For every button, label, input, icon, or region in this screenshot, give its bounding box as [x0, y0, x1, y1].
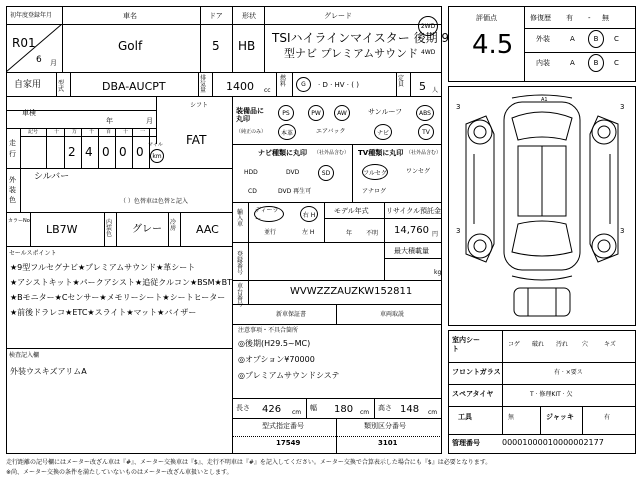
jack-label: ジャッキ: [546, 413, 574, 421]
equip-airbag: エアバック: [316, 128, 346, 135]
drive-4wd: 4WD: [421, 49, 436, 56]
fuel-g-circle: G: [296, 77, 311, 92]
class-no: 3101: [378, 439, 398, 447]
score-value: 4.5: [472, 30, 514, 60]
tv-oneseg: ワンセグ: [406, 168, 431, 175]
ext-grade-a: A: [570, 35, 575, 43]
exterior-note: （ ）色替車は色替と記入: [120, 198, 188, 205]
model-year-unknown: 不明: [366, 230, 379, 237]
type-no: 17549: [276, 439, 301, 447]
height-label: 高さ: [378, 404, 392, 412]
mileage-header-sen: 千: [89, 129, 95, 135]
equip-label: 装備品に丸印: [236, 107, 264, 124]
reg-date-label: 初年度登録年月: [10, 12, 53, 19]
ac-type: AAC: [196, 223, 219, 236]
displacement-label: 排気量: [200, 75, 207, 94]
ext-grade-c: C: [614, 35, 619, 43]
vin: WVWZZZAUZKW152811: [290, 286, 413, 297]
guarantee-left: 新車保証書: [276, 311, 307, 318]
sales-line-4: ★前後ドラレコ★ETC★スライト★マット★バイザー: [10, 308, 197, 317]
mileage-header-juu: 十: [123, 129, 129, 135]
car-diagram: [456, 94, 628, 320]
max-load-unit: kg: [434, 269, 442, 276]
seat-opt-hole: 穴: [582, 341, 589, 348]
navi-sd-circle: SD: [318, 165, 334, 181]
tv-type-sub: （社外品含む）: [406, 150, 442, 156]
exterior-label: 外装色: [9, 176, 16, 204]
door-label: ドア: [209, 12, 223, 20]
mileage-header-symbol: 記号: [28, 129, 39, 135]
ext-grade-b-circle: B: [588, 30, 604, 48]
width-label: 幅: [310, 404, 317, 412]
reg-divider: [6, 24, 62, 72]
length-unit: cm: [292, 409, 302, 416]
mileage-digit-2: 4: [85, 145, 93, 159]
tv-fullseg-circle: フルセグ: [362, 164, 388, 180]
diagram-mark-3: 3: [456, 227, 461, 235]
score-label: 評価点: [476, 14, 497, 22]
shape-label: 形状: [242, 12, 256, 20]
length-label: 長さ: [236, 404, 250, 412]
equip-tv-circle: TV: [418, 124, 434, 140]
sales-line-3: ★Bモニター★Cセンサー★メモリーシート★シートヒーター: [10, 293, 226, 302]
degree-opt-no: 無: [602, 14, 609, 22]
width-unit: cm: [360, 409, 370, 416]
grade-line-1: TSIハイラインマイスター 後期 9: [272, 31, 450, 45]
import-rh-circle: 右 H: [300, 206, 318, 222]
mileage-label: 走行: [9, 139, 16, 158]
ac-label: 冷房: [170, 219, 177, 232]
capacity-label: 定員: [398, 75, 405, 88]
interior-color-label: 内装色: [106, 219, 113, 238]
notes-label: 注意事項・不具合箇所: [238, 327, 299, 334]
model-label: 型式: [58, 80, 65, 93]
diagram-mark-2: 3: [620, 103, 625, 111]
int-grade-label: 内装: [536, 59, 550, 67]
height-unit: cm: [428, 409, 438, 416]
int-grade-b-circle: B: [588, 54, 604, 72]
navi-hdd: HDD: [244, 169, 258, 176]
mileage-digit-3: 0: [102, 145, 110, 159]
grade-line-2: 型ナビ プレミアムサウンド: [284, 47, 419, 60]
tool-value: 無: [508, 414, 515, 421]
mileage-digit-1: 2: [68, 145, 76, 159]
import-label: 輸入車: [237, 209, 244, 228]
inspector-label: 検査記入欄: [9, 352, 40, 359]
equip-sub: （純正のみ）: [236, 129, 267, 135]
width: 180: [334, 404, 354, 415]
seat-opt-scratch: キズ: [604, 341, 616, 348]
equip-abs-circle: ABS: [416, 105, 434, 121]
sales-line-1: ★9型フルセグナビ★プレミアムサウンド★革シート: [10, 263, 196, 272]
car-name-label: 車名: [123, 12, 137, 20]
equip-sunroof: サンルーフ: [368, 108, 403, 116]
length: 426: [262, 404, 282, 415]
tv-type-label: TV種類に丸印: [358, 149, 404, 157]
diagram-a1: A1: [541, 97, 548, 103]
navi-dvd: DVD: [286, 169, 300, 176]
reg-month-unit: 月: [50, 59, 57, 67]
mileage-header-hyaku: 百: [106, 129, 112, 135]
equip-aw-circle: AW: [334, 105, 350, 121]
inspector-text: 外装ウスキズアリムA: [10, 367, 87, 376]
exterior-color: シルバー: [34, 172, 70, 182]
mgmt-label: 管理番号: [452, 439, 480, 447]
sales-label: セールスポイント: [9, 250, 57, 257]
mileage-digit-5: 0: [136, 145, 144, 159]
seat-opt-tear: 破れ: [532, 341, 545, 348]
equip-navi-circle: ナビ: [374, 124, 392, 140]
import-parallel: 並行: [264, 229, 277, 236]
capacity-unit: 人: [432, 87, 439, 94]
recycle-amount: 14,760: [394, 225, 429, 236]
int-grade-a: A: [570, 59, 575, 67]
drive-2wd-circle: 2WD: [418, 16, 438, 36]
equip-leather-circle: 本革: [278, 124, 296, 140]
reg-no-label: 登録番号: [237, 251, 244, 276]
mileage-header-ichi: 一: [140, 129, 146, 135]
equip-ps-circle: PS: [278, 105, 294, 121]
windshield-label: フロントガラス: [452, 368, 501, 376]
height: 148: [400, 404, 420, 415]
notes-line-3: ◎プレミアムサウンドシステ: [238, 371, 340, 380]
shift-label: シフト: [190, 102, 209, 109]
model-code: DBA-AUCPT: [102, 80, 166, 93]
mileage-km-circle: km: [150, 149, 164, 163]
mileage-mile: マイル: [148, 142, 163, 148]
reg-year: R01: [12, 36, 36, 50]
door-count: 5: [212, 39, 220, 53]
interior-color: グレー: [132, 224, 162, 235]
fuel-other: · D · HV · ( ): [318, 81, 359, 89]
notes-line-2: ◎オプション¥70000: [238, 355, 315, 364]
reg-month: 6: [36, 55, 42, 65]
displacement: 1400: [226, 80, 254, 93]
seat-opt-dirt: 汚れ: [556, 341, 569, 348]
tv-analog: アナログ: [362, 188, 387, 195]
displacement-unit: cc: [264, 87, 271, 94]
sales-line-2: ★アシストキット★パークアシスト★追従クルコン★BSM★BT: [10, 278, 233, 287]
mgmt-number: 00001000010000002177: [502, 438, 604, 447]
car-name: Golf: [118, 39, 143, 53]
int-grade-c: C: [614, 59, 619, 67]
max-load-label: 最大積載量: [394, 247, 429, 255]
ext-grade-label: 外装: [536, 35, 550, 43]
mileage-header-man: 万: [72, 129, 78, 135]
inspect-year-unit: 年: [106, 117, 113, 125]
color-code: LB7W: [46, 223, 78, 236]
footer-line-2: ※尚、メーター交換の条件を満たしていないものはメーター改ざん車扱いとします。: [6, 469, 233, 476]
degree-label: 修復歴: [530, 14, 551, 22]
degree-opt-yes: 有: [566, 14, 573, 22]
mileage-digit-4: 0: [119, 145, 127, 159]
navi-dvd-play: DVD 再生可: [278, 188, 312, 195]
recycle-yen: 円: [432, 231, 439, 238]
model-year-label: モデル年式: [334, 207, 369, 215]
inspect-month-unit: 月: [146, 117, 153, 125]
tool-label: 工具: [458, 413, 472, 421]
capacity: 5: [419, 80, 426, 93]
recycle-label: リサイクル預託金: [386, 207, 442, 215]
spare-tire-label: スペアタイヤ: [452, 390, 494, 398]
model-year-unit: 年: [346, 230, 353, 237]
notes-line-1: ◎後期(H29.5~MC): [238, 339, 311, 348]
class-no-label: 類別区分番号: [364, 422, 406, 430]
body-shape: HB: [238, 39, 256, 53]
spare-tire-opts: T · 修理KIT · 欠: [530, 391, 573, 398]
fuel-label: 燃料: [280, 75, 287, 88]
navi-type-label: ナビ種類に丸印: [258, 149, 307, 157]
type-no-label: 型式指定番号: [262, 422, 304, 430]
inspect-label: 車検: [22, 109, 36, 117]
jack-value: 有: [604, 414, 611, 421]
use-type: 自家用: [14, 80, 42, 90]
guarantee-right: 車両取説: [380, 311, 405, 318]
equip-pw-circle: PW: [308, 105, 324, 121]
diagram-mark-4: 3: [620, 227, 625, 235]
grade-label: グレード: [324, 12, 352, 20]
color-code-label: カラーNo.: [8, 218, 32, 224]
diagram-mark-1: 3: [456, 103, 461, 111]
windshield-opts: 有 · ×要ス: [554, 369, 583, 376]
footer-line-1: 走行距離の記号欄にはメーター改ざん車は『#』、メーター交換車は『$』、走行不明車は『#』を記入してください。メーター交換で合算表示した場合にも『$』は必要となります。: [6, 459, 492, 466]
interior-seat-label: 室内シート: [452, 336, 480, 354]
seat-opt-burn: コゲ: [508, 341, 521, 348]
degree-opt-dash: -: [588, 14, 591, 22]
vin-label: 車台番号: [237, 283, 244, 308]
navi-cd: CD: [248, 188, 257, 195]
mileage-header-10man: 十: [54, 129, 60, 135]
shift-value: FAT: [186, 133, 207, 147]
navi-type-sub: （社外品含む）: [314, 150, 350, 156]
import-dealer-circle: ディーラー: [254, 206, 284, 222]
import-lh: 左 H: [302, 229, 315, 236]
